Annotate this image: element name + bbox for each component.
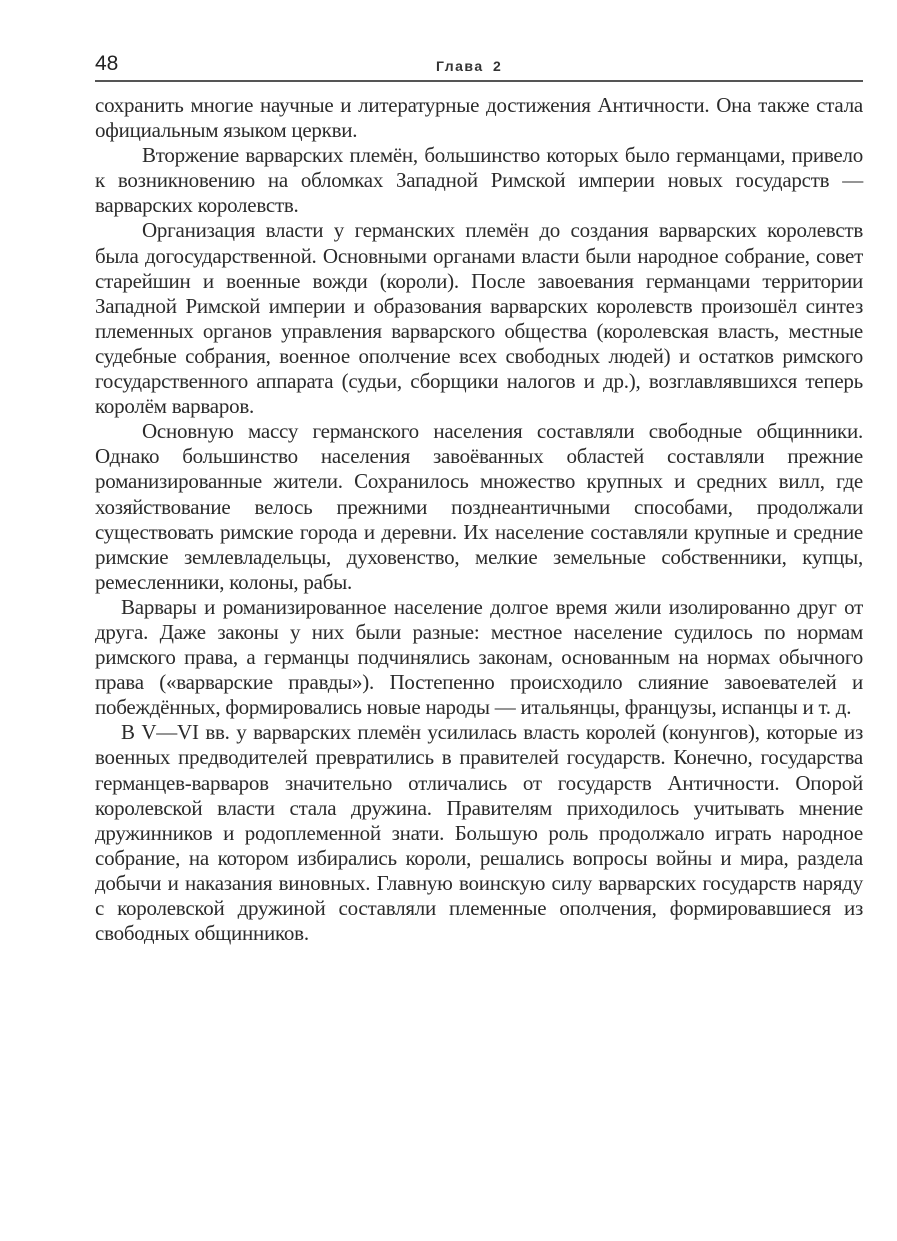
paragraph-isolation: Варвары и романизированное население долгое время жили изолированно друг от друга. Даже законы у них были разные: местное население судилось по нормам римского права, а германцы подчинялись законам, основанным на нормах обычного права («варварские правды»). Постепенно происходило слияние завоевателей и побеждённых, формировались новые народы — итальянцы, французы, испанцы и т. д.	[95, 594, 863, 720]
paragraph-barbarian-invasion: Вторжение варварских племён, большинство которых было германцами, привело к возникновению на обломках Западной Римской империи новых государств — варварских королевств.	[95, 143, 863, 218]
page-number: 48	[95, 52, 119, 75]
paragraph-power-organization: Организация власти у германских племён до создания варварских королевств была догосударственной. Основными органами власти были народное собрание, совет старейшин и военные вожди (короли). После завоевания германцами территории Западной Римской империи и образования варварских королевств произошёл синтез племенных органов управления варварского общества (королевская власть, местные судебные собрания, военное ополчение всех свободных людей) и остатков римского государственного аппарата (судьи, сборщики налогов и др.), возглавлявшихся теперь королём варваров.	[95, 218, 863, 419]
chapter-title: Глава 2	[436, 58, 503, 74]
running-header	[95, 52, 863, 82]
book-page	[95, 52, 863, 946]
paragraph-population: Основную массу германского населения составляли свободные общинники. Однако большинство населения завоёванных областей составляли прежние романизированные жители. Сохранилось множество крупных и средних вилл, где хозяйствование велось прежними позднеантичными способами, продолжали существовать римские города и деревни. Их население составляли крупные и средние римские землевладельцы, духовенство, мелкие земельные собственники, купцы, ремесленники, колоны, рабы.	[95, 419, 863, 594]
paragraph-royal-power: В V—VI вв. у варварских племён усилилась власть королей (конунгов), которые из военных предводителей превратились в правителей государств. Конечно, государства германцев-варваров значительно отличались от государств Античности. Опорой королевской власти стала дружина. Правителям приходилось учитывать мнение дружинников и родоплеменной знати. Большую роль продолжало играть народное собрание, на котором избирались короли, решались вопросы войны и мира, раздела добычи и наказания виновных. Главную воинскую силу варварских государств наряду с королевской дружиной составляли племенные ополчения, формировавшиеся из свободных общинников.	[95, 720, 863, 946]
body-text	[95, 93, 863, 946]
paragraph-continuation: сохранить многие научные и литературные достижения Античности. Она также стала официальным языком церкви.	[95, 93, 863, 143]
